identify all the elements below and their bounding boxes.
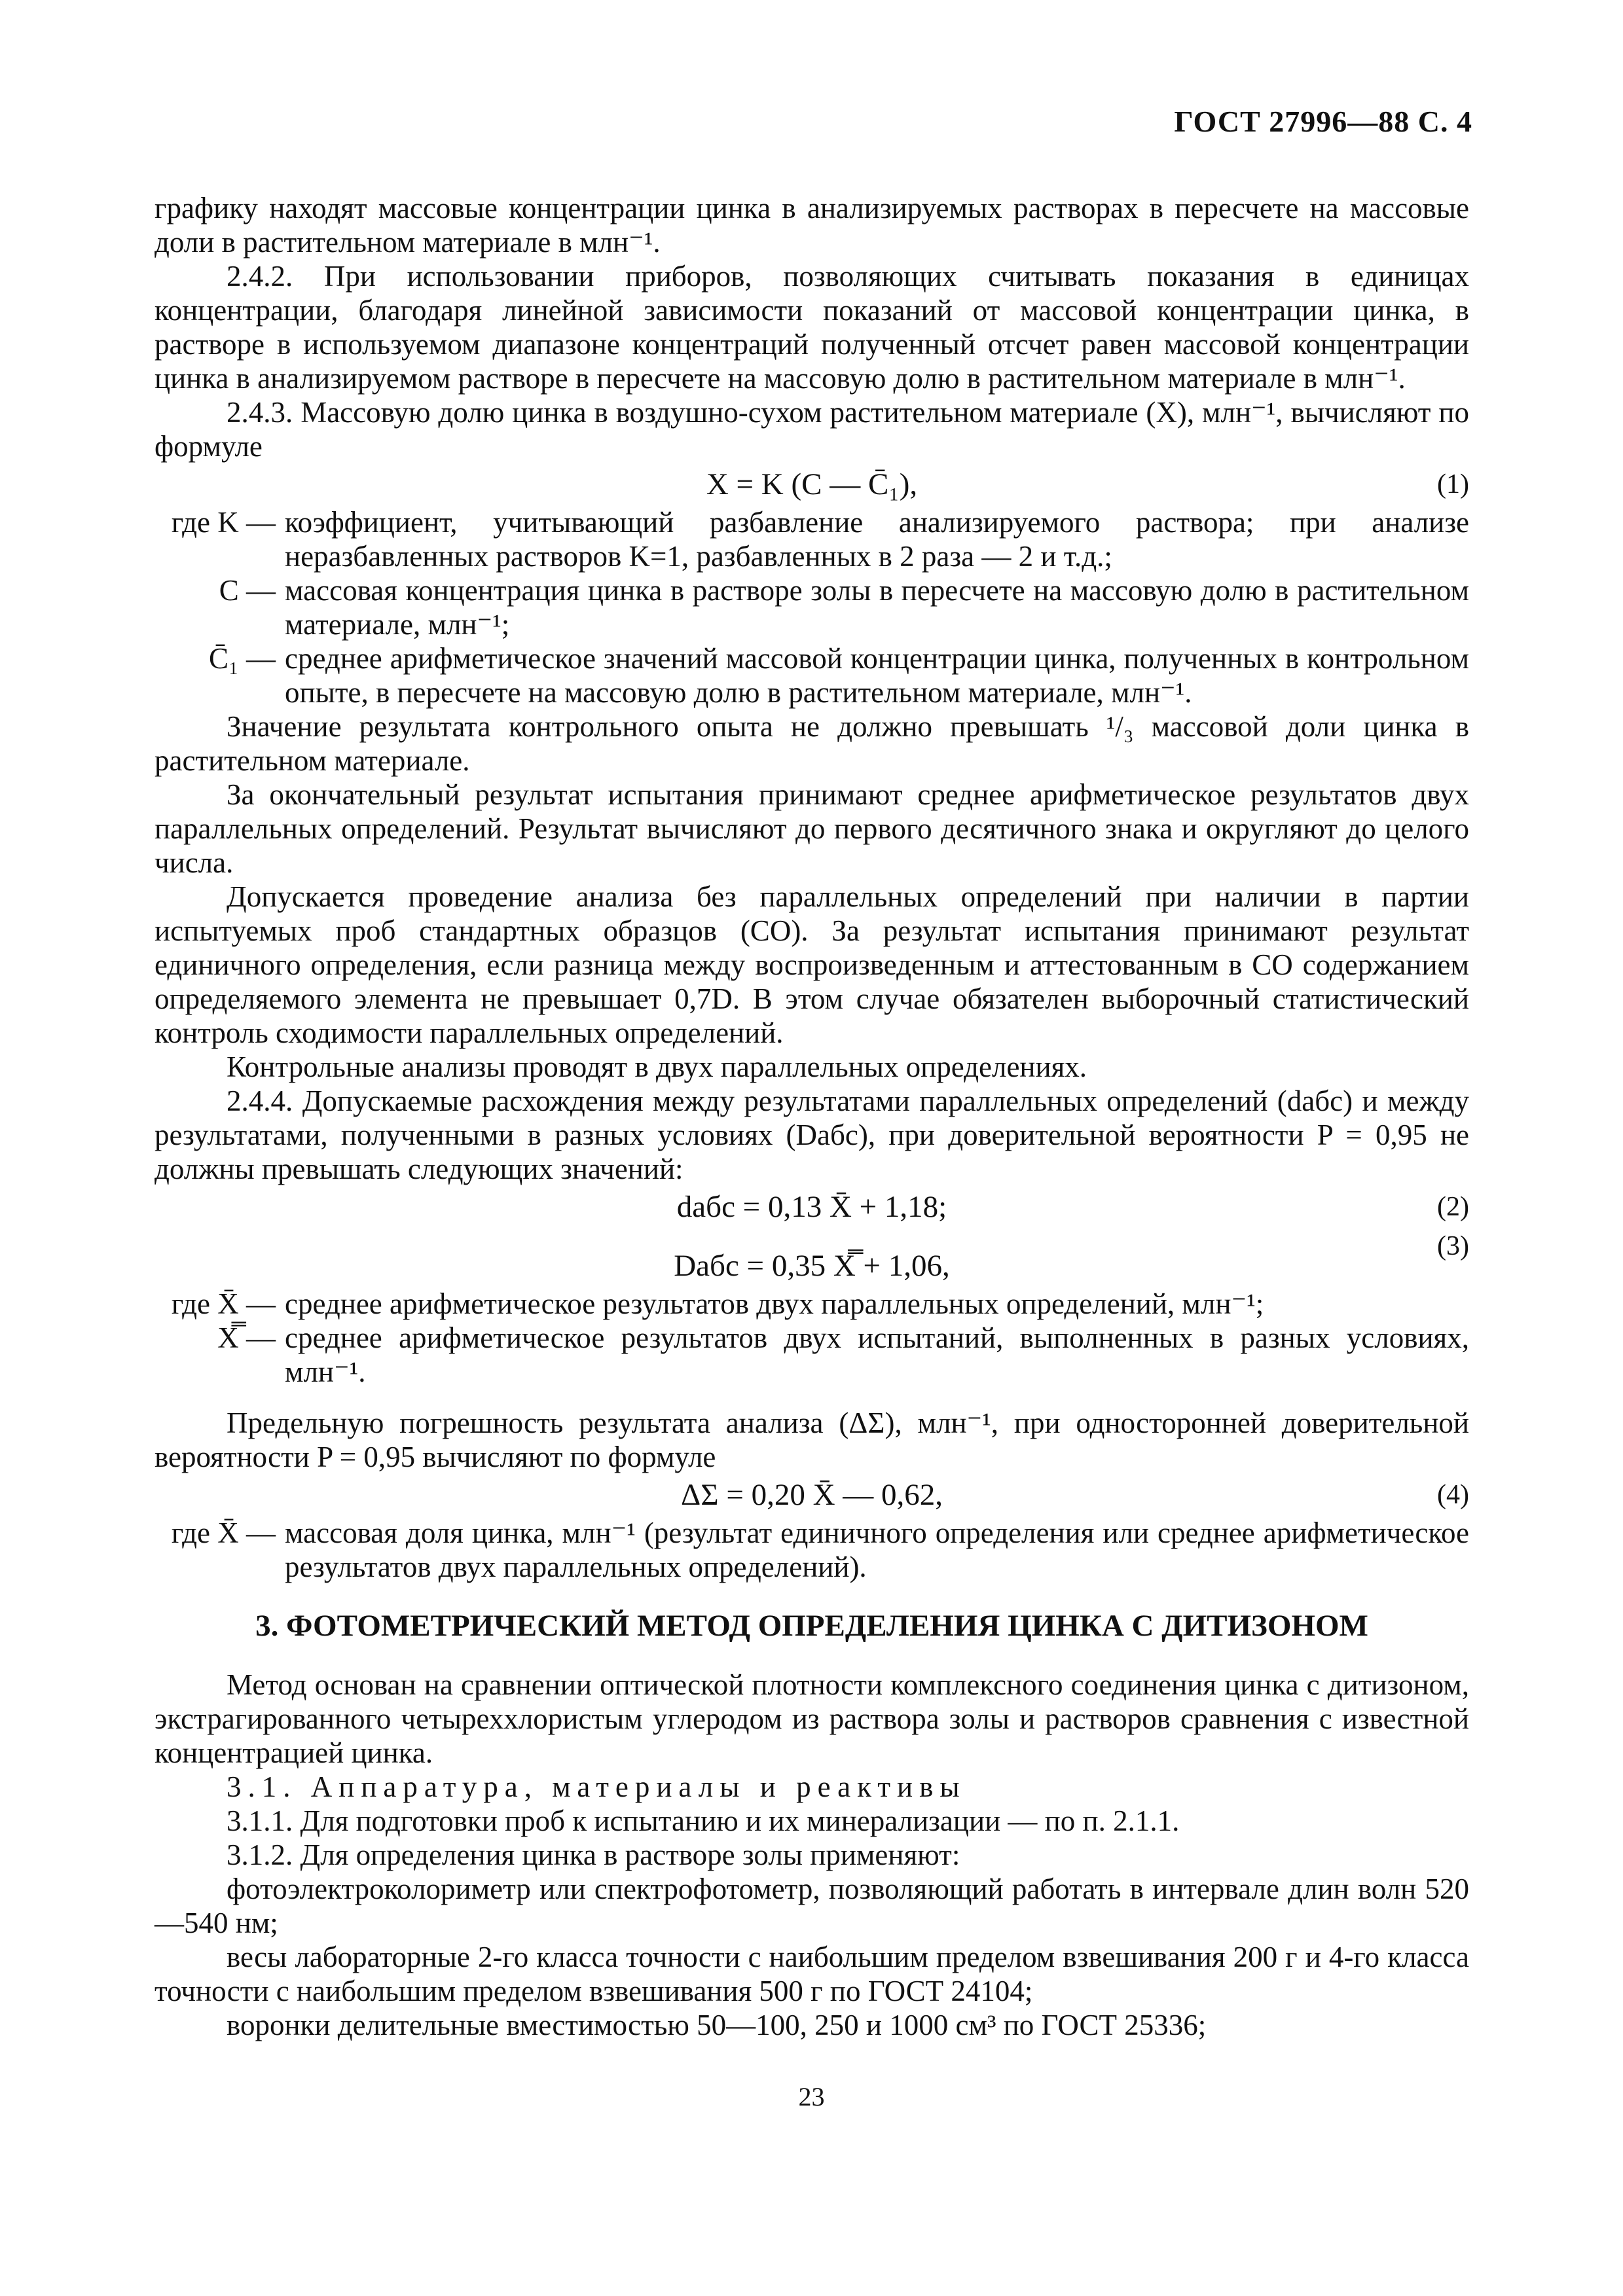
where-item-c1 [155,641,1469,709]
formula-2-number: (2) [1437,1192,1469,1222]
formula-3 [155,1231,1469,1287]
where-symbol: где X̄ — [171,1516,276,1549]
paragraph-2-4-4: 2.4.4. Допускаемые расхождения между результатами параллельных определений (dабс) и между результатами, полученными в разных условиях (Dабс), при доверительной вероятности P = 0,95 не должны превышать следующих значений: [155,1085,1469,1185]
paragraph-photometer: фотоэлектроколориметр или спектрофотометр, позволяющий работать в интервале длин волн 520—540 нм; [155,1873,1469,1939]
formula-1 [155,463,1469,505]
where-symbol: где K — [171,506,276,539]
page-header: ГОСТ 27996—88 С. 4 [1174,105,1472,138]
where-definition: коэффициент, учитывающий разбавление анализируемого раствора; при анализе неразбавленных растворов K=1, разбавленных в 2 раза — 2 и т.д.; [285,506,1469,573]
where-item-xdoublebar [155,1321,1469,1389]
paragraph-control-limit: Значение результата контрольного опыта не должно превышать ¹/₃ массовой доли цинка в растительном материале. [155,710,1469,777]
formula-4 [155,1474,1469,1516]
paragraph-scales: весы лабораторные 2-го класса точности с наибольшим пределом взвешивания 200 г и 4-го класса точности с наибольшим пределом взвешивания 500 г по ГОСТ 24104; [155,1941,1469,2007]
formula-3-number: (3) [1437,1231,1469,1261]
paragraph-3-1-1: 3.1.1. Для подготовки проб к испытанию и их минерализации — по п. 2.1.1. [227,1804,1180,1837]
where-symbol: X̿ — [217,1321,276,1354]
paragraph-3-1-2: 3.1.2. Для определения цинка в растворе золы применяют: [227,1839,960,1871]
where-definition: среднее арифметическое результатов двух параллельных определений, млн⁻¹; [285,1287,1264,1320]
paragraph-control-analyses: Контрольные анализы проводят в двух параллельных определениях. [227,1050,1087,1083]
paragraph-final-result: За окончательный результат испытания принимают среднее арифметическое результатов двух параллельных определений. Результат вычисляют до первого десятичного знака и округляют до целого числа. [155,778,1469,879]
where-symbol: C — [219,574,276,607]
formula-1-number: (1) [1437,469,1469,499]
formula-1-expression: X = K (C — C̄₁), [706,467,918,501]
section-3-heading: 3. ФОТОМЕТРИЧЕСКИЙ МЕТОД ОПРЕДЕЛЕНИЯ ЦИНКА С ДИТИЗОНОМ [255,1609,1368,1643]
paragraph-3-1: 3.1. Аппаратура, материалы и реактивы [227,1770,966,1803]
page-content [155,191,1469,2042]
where-definition: массовая доля цинка, млн⁻¹ (результат единичного определения или среднее арифметическое результатов двух параллельных определений). [285,1516,1469,1583]
where-symbol: где X̄ — [171,1287,276,1320]
formula-4-number: (4) [1437,1480,1469,1510]
paragraph-funnels: воронки делительные вместимостью 50—100, 250 и 1000 см³ по ГОСТ 25336; [227,2009,1207,2041]
formula-4-expression: ΔΣ = 0,20 X̄ — 0,62, [680,1478,943,1512]
formula-2-expression: dабс = 0,13 X̄ + 1,18; [676,1190,947,1224]
where-definition: массовая концентрация цинка в растворе золы в пересчете на массовую долю в растительном материале, млн⁻¹; [285,574,1469,641]
where-item-xbar [155,1287,1469,1321]
where-item-x [155,1516,1469,1584]
page-number: 23 [798,2082,825,2111]
paragraph-continuation: графику находят массовые концентрации цинка в анализируемых растворах в пересчете на массовые доли в растительном материале в млн⁻¹. [155,192,1469,259]
paragraph-2-4-3: 2.4.3. Массовую долю цинка в воздушно-сухом растительном материале (X), млн⁻¹, вычисляют по формуле [155,396,1469,463]
paragraph-allowed: Допускается проведение анализа без параллельных определений при наличии в партии испытуемых проб стандартных образцов (СО). За результат испытания принимают результат единичного определения, если разница между воспроизведенным и аттестованным в СО содержанием определяемого элемента не превышает 0,7D. В этом случае обязателен выборочный статистический контроль сходимости параллельных определений. [155,880,1469,1049]
where-definition: среднее арифметическое значений массовой концентрации цинка, полученных в контрольном опыте, в пересчете на массовую долю в растительном материале, млн⁻¹. [285,642,1469,709]
formula-2 [155,1186,1469,1228]
paragraph-limit-error: Предельную погрешность результата анализа (ΔΣ), млн⁻¹, при односторонней доверительной вероятности P = 0,95 вычисляют по формуле [155,1407,1469,1473]
where-item-c [155,573,1469,641]
where-item-k [155,505,1469,573]
paragraph-2-4-2: 2.4.2. При использовании приборов, позволяющих считывать показания в единицах концентрации, благодаря линейной зависимости показаний от массовой концентрации цинка, в растворе в используемом диапазоне концентраций полученный отсчет равен массовой концентрации цинка в анализируемом растворе в пересчете на массовую долю в растительном материале в млн⁻¹. [155,260,1469,395]
paragraph-method: Метод основан на сравнении оптической плотности комплексного соединения цинка с дитизоном, экстрагированного четыреххлористым углеродом из раствора золы и растворов сравнения с известной концентрацией цинка. [155,1668,1469,1769]
where-symbol: C̄₁ — [209,642,276,675]
formula-3-expression: Dабс = 0,35 X̿ + 1,06, [674,1249,950,1283]
where-definition: среднее арифметическое результатов двух испытаний, выполненных в разных условиях, млн⁻¹. [285,1321,1469,1388]
